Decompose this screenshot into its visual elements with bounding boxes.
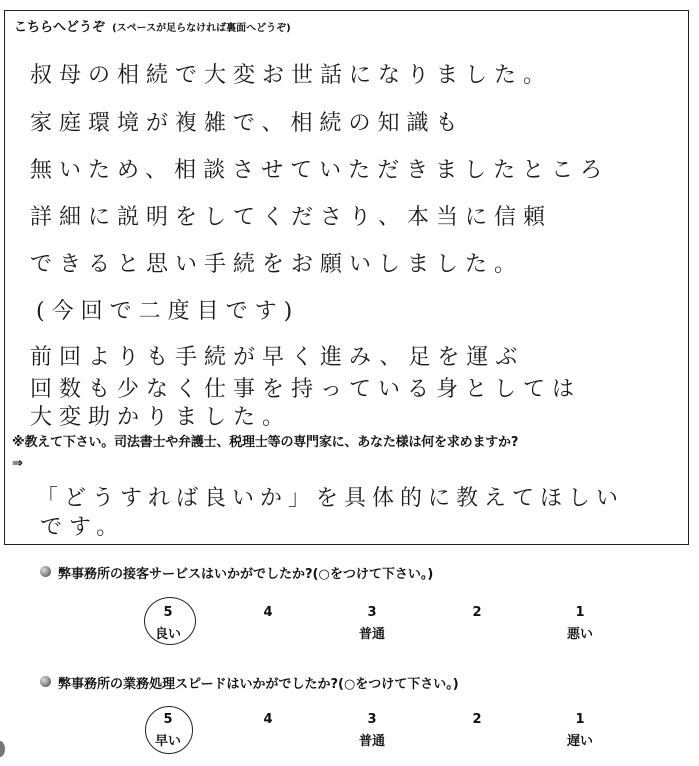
rating-option-1[interactable] [550,605,610,642]
comment-box-lead: こちらへどうぞ [14,20,106,35]
handwritten-line: 無いため、相談させていただきましたところ [30,158,610,183]
rating-option-4[interactable] [238,712,298,730]
rating-number: 4 [263,712,273,727]
rating-option-3[interactable] [342,605,402,642]
selected-circle-mark [145,706,193,754]
handwritten-answer: 「どうすれば良いか」を具体的に教えてほしい [36,486,625,511]
rating-number: 1 [575,712,585,727]
bullet-icon [40,676,51,687]
scan-edge-mark [0,741,5,757]
selected-circle-mark [144,597,196,645]
rating-option-1[interactable] [550,712,610,749]
comment-box-header [14,16,291,35]
rating-option-3[interactable] [342,712,402,749]
handwritten-line: (今回で二度目です) [36,299,300,324]
rating-option-2[interactable] [447,712,507,730]
handwritten-line: できると思い手続をお願いしました。 [30,252,524,277]
survey-question-service: 弊事務所の接客サービスはいかがでしたか?(○をつけて下さい。) [58,567,434,582]
rating-label: 早い [154,734,181,749]
rating-label: 悪い [566,627,593,642]
rating-option-2[interactable] [447,605,507,623]
rating-label: 良い [154,627,181,642]
handwritten-line: 回数も少なく仕事を持っている身としては [30,377,582,402]
expectation-question: ※教えて下さい。司法書士や弁護士、税理士等の専門家に、あなた様は何を求めますか? [12,435,519,450]
rating-number: 2 [472,605,482,620]
rating-number: 4 [263,605,273,620]
handwritten-line: 詳細に説明をしてくださり、本当に信頼 [30,205,553,230]
rating-label: 遅い [566,734,593,749]
comment-box-note: (スペースが足らなければ裏面へどうぞ) [112,23,291,34]
handwritten-line: 大変助かりました。 [30,405,292,430]
rating-number: 3 [367,712,377,727]
rating-label: 普通 [358,627,385,642]
rating-option-4[interactable] [238,605,298,623]
handwritten-answer: です。 [40,515,126,540]
handwritten-line: 家庭環境が複雑で、相続の知識も [30,111,465,136]
rating-number: 2 [472,712,482,727]
rating-number: 5 [163,712,173,727]
handwritten-line: 叔母の相続で大変お世話になりました。 [30,63,553,88]
survey-question-speed: 弊事務所の業務処理スピードはいかがでしたか?(○をつけて下さい。) [58,677,459,692]
handwritten-line: 前回よりも手続が早く進み、足を運ぶ [30,345,525,370]
bullet-icon [40,566,51,577]
rating-number: 5 [163,605,173,620]
rating-label: 普通 [358,734,385,749]
rating-number: 1 [575,605,585,620]
rating-number: 3 [367,605,377,620]
arrow-icon: ⇒ [12,456,23,471]
